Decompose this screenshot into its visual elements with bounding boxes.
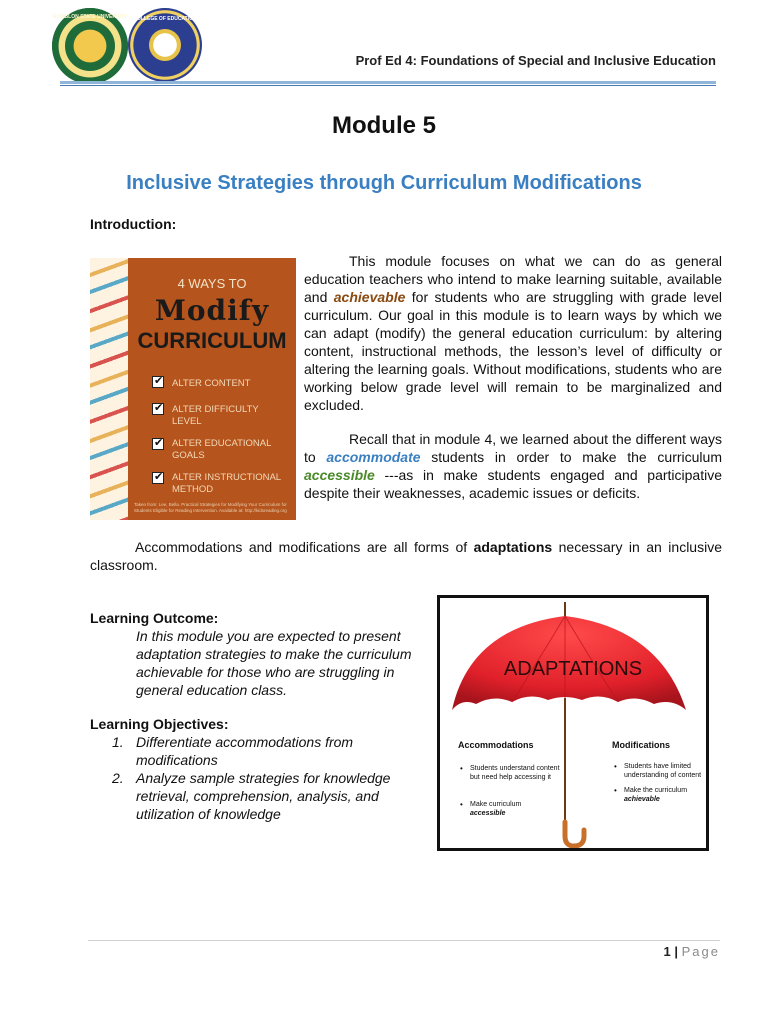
modifications-bullet: • Make the curriculum	[624, 786, 714, 795]
header-rule	[60, 81, 716, 84]
page-number	[664, 944, 721, 959]
accommodations-bullet: • Students understand content but need help accessing it	[470, 764, 560, 782]
modifications-heading: Modifications	[612, 740, 670, 750]
infographic-item: ALTER EDUCATIONAL GOALS	[172, 438, 272, 461]
page-separator: |	[674, 944, 678, 959]
keyword-accessible-small: accessible	[470, 810, 506, 817]
checkbox-icon	[152, 472, 164, 484]
list-text: Differentiate accommodations from modifications	[136, 734, 354, 768]
list-number: 2.	[112, 770, 124, 786]
infographic-top-text: 4 WAYS TO	[177, 276, 247, 291]
accommodations-bullet: • Make curriculum	[470, 800, 560, 809]
infographic-title: Modify	[154, 294, 270, 327]
paragraph-text: for students who are struggling with grade level curriculum. Our goal in this module is to learn ways by which we can adapt (modify) the general education curriculum: by altering content, instructional methods, the lesson’s level of difficulty or altering the learning goals. Without modifications, students who are working below grade level will remain to be marginalized and excluded.	[304, 289, 722, 413]
infographic-item: ALTER CONTENT	[172, 378, 251, 389]
page-label: Page	[681, 944, 720, 959]
paragraph-text: This module focuses on what we can do as general education teachers who intend to make learning suitable, available and	[304, 253, 722, 305]
paragraph-text: necessary in an inclusive classroom.	[90, 539, 722, 573]
paragraph-text: Recall that in module 4, we learned about the different ways to	[304, 431, 722, 465]
paragraph-text: Accommodations and modifications are all forms of	[135, 539, 474, 555]
course-title: Prof Ed 4: Foundations of Special and Inclusive Education	[355, 53, 716, 68]
list-item	[112, 733, 422, 769]
keyword-adaptations: adaptations	[473, 539, 553, 555]
intro-paragraph-1	[304, 252, 722, 414]
list-number: 1.	[112, 734, 124, 750]
list-text: Analyze sample strategies for knowledge retrieval, comprehension, analysis, and utilization of knowledge	[136, 770, 391, 822]
checkbox-icon	[152, 438, 164, 450]
footer-rule	[88, 940, 720, 941]
keyword-accessible: accessible	[304, 467, 375, 483]
adaptations-umbrella-figure	[437, 595, 709, 851]
infographic-subtitle: CURRICULUM	[137, 328, 287, 353]
module-title: Module 5	[331, 112, 436, 139]
college-logo-text: COLLEGE OF EDUCATION	[133, 16, 197, 22]
modify-curriculum-infographic	[90, 258, 296, 520]
infographic-credit: Taken from: Lee, Bella. Practical Strategies for Modifying Your Curriculum for Students Eligible for Reading Intervention. Available at: http://kidsreading.org	[134, 502, 287, 513]
keyword-accommodate: accommodate	[326, 449, 421, 465]
list-item	[112, 769, 422, 823]
paragraph-text: ---as in make students engaged and participative despite their weaknesses, academic issues or deficits.	[304, 467, 722, 501]
university-logo	[52, 8, 128, 84]
infographic-item: ALTER INSTRUCTIONAL METHOD	[172, 472, 281, 495]
infographic-item: ALTER DIFFICULTY LEVEL	[172, 404, 259, 427]
intro-paragraph-2	[304, 430, 722, 502]
page-number-value: 1	[663, 944, 671, 959]
keyword-achievable-small: achievable	[624, 796, 660, 803]
university-logo-text: ROMBLON STATE UNIVERSITY	[52, 14, 128, 20]
checkbox-icon	[152, 403, 164, 415]
module-subtitle: Inclusive Strategies through Curriculum Modifications	[126, 172, 642, 194]
umbrella-title: ADAPTATIONS	[503, 658, 643, 680]
paragraph-text: students in order to make the curriculum	[420, 449, 722, 465]
introduction-heading: Introduction:	[90, 216, 177, 232]
learning-objectives-list	[112, 733, 422, 823]
header-rule-thin	[60, 85, 716, 86]
learning-objectives-heading: Learning Objectives:	[90, 716, 229, 732]
learning-outcome-text: In this module you are expected to present adaptation strategies to make the curriculum achievable for those who are struggling in general education class.	[136, 628, 412, 698]
school-supplies-pattern	[90, 258, 128, 520]
intro-paragraph-3	[90, 538, 722, 574]
keyword-achievable: achievable	[333, 289, 406, 305]
college-logo	[128, 8, 202, 82]
modifications-bullet: • Students have limited understanding of content	[624, 762, 714, 780]
checkbox-icon	[152, 376, 164, 388]
accommodations-heading: Accommodations	[458, 740, 534, 750]
learning-outcome-heading: Learning Outcome:	[90, 610, 219, 626]
